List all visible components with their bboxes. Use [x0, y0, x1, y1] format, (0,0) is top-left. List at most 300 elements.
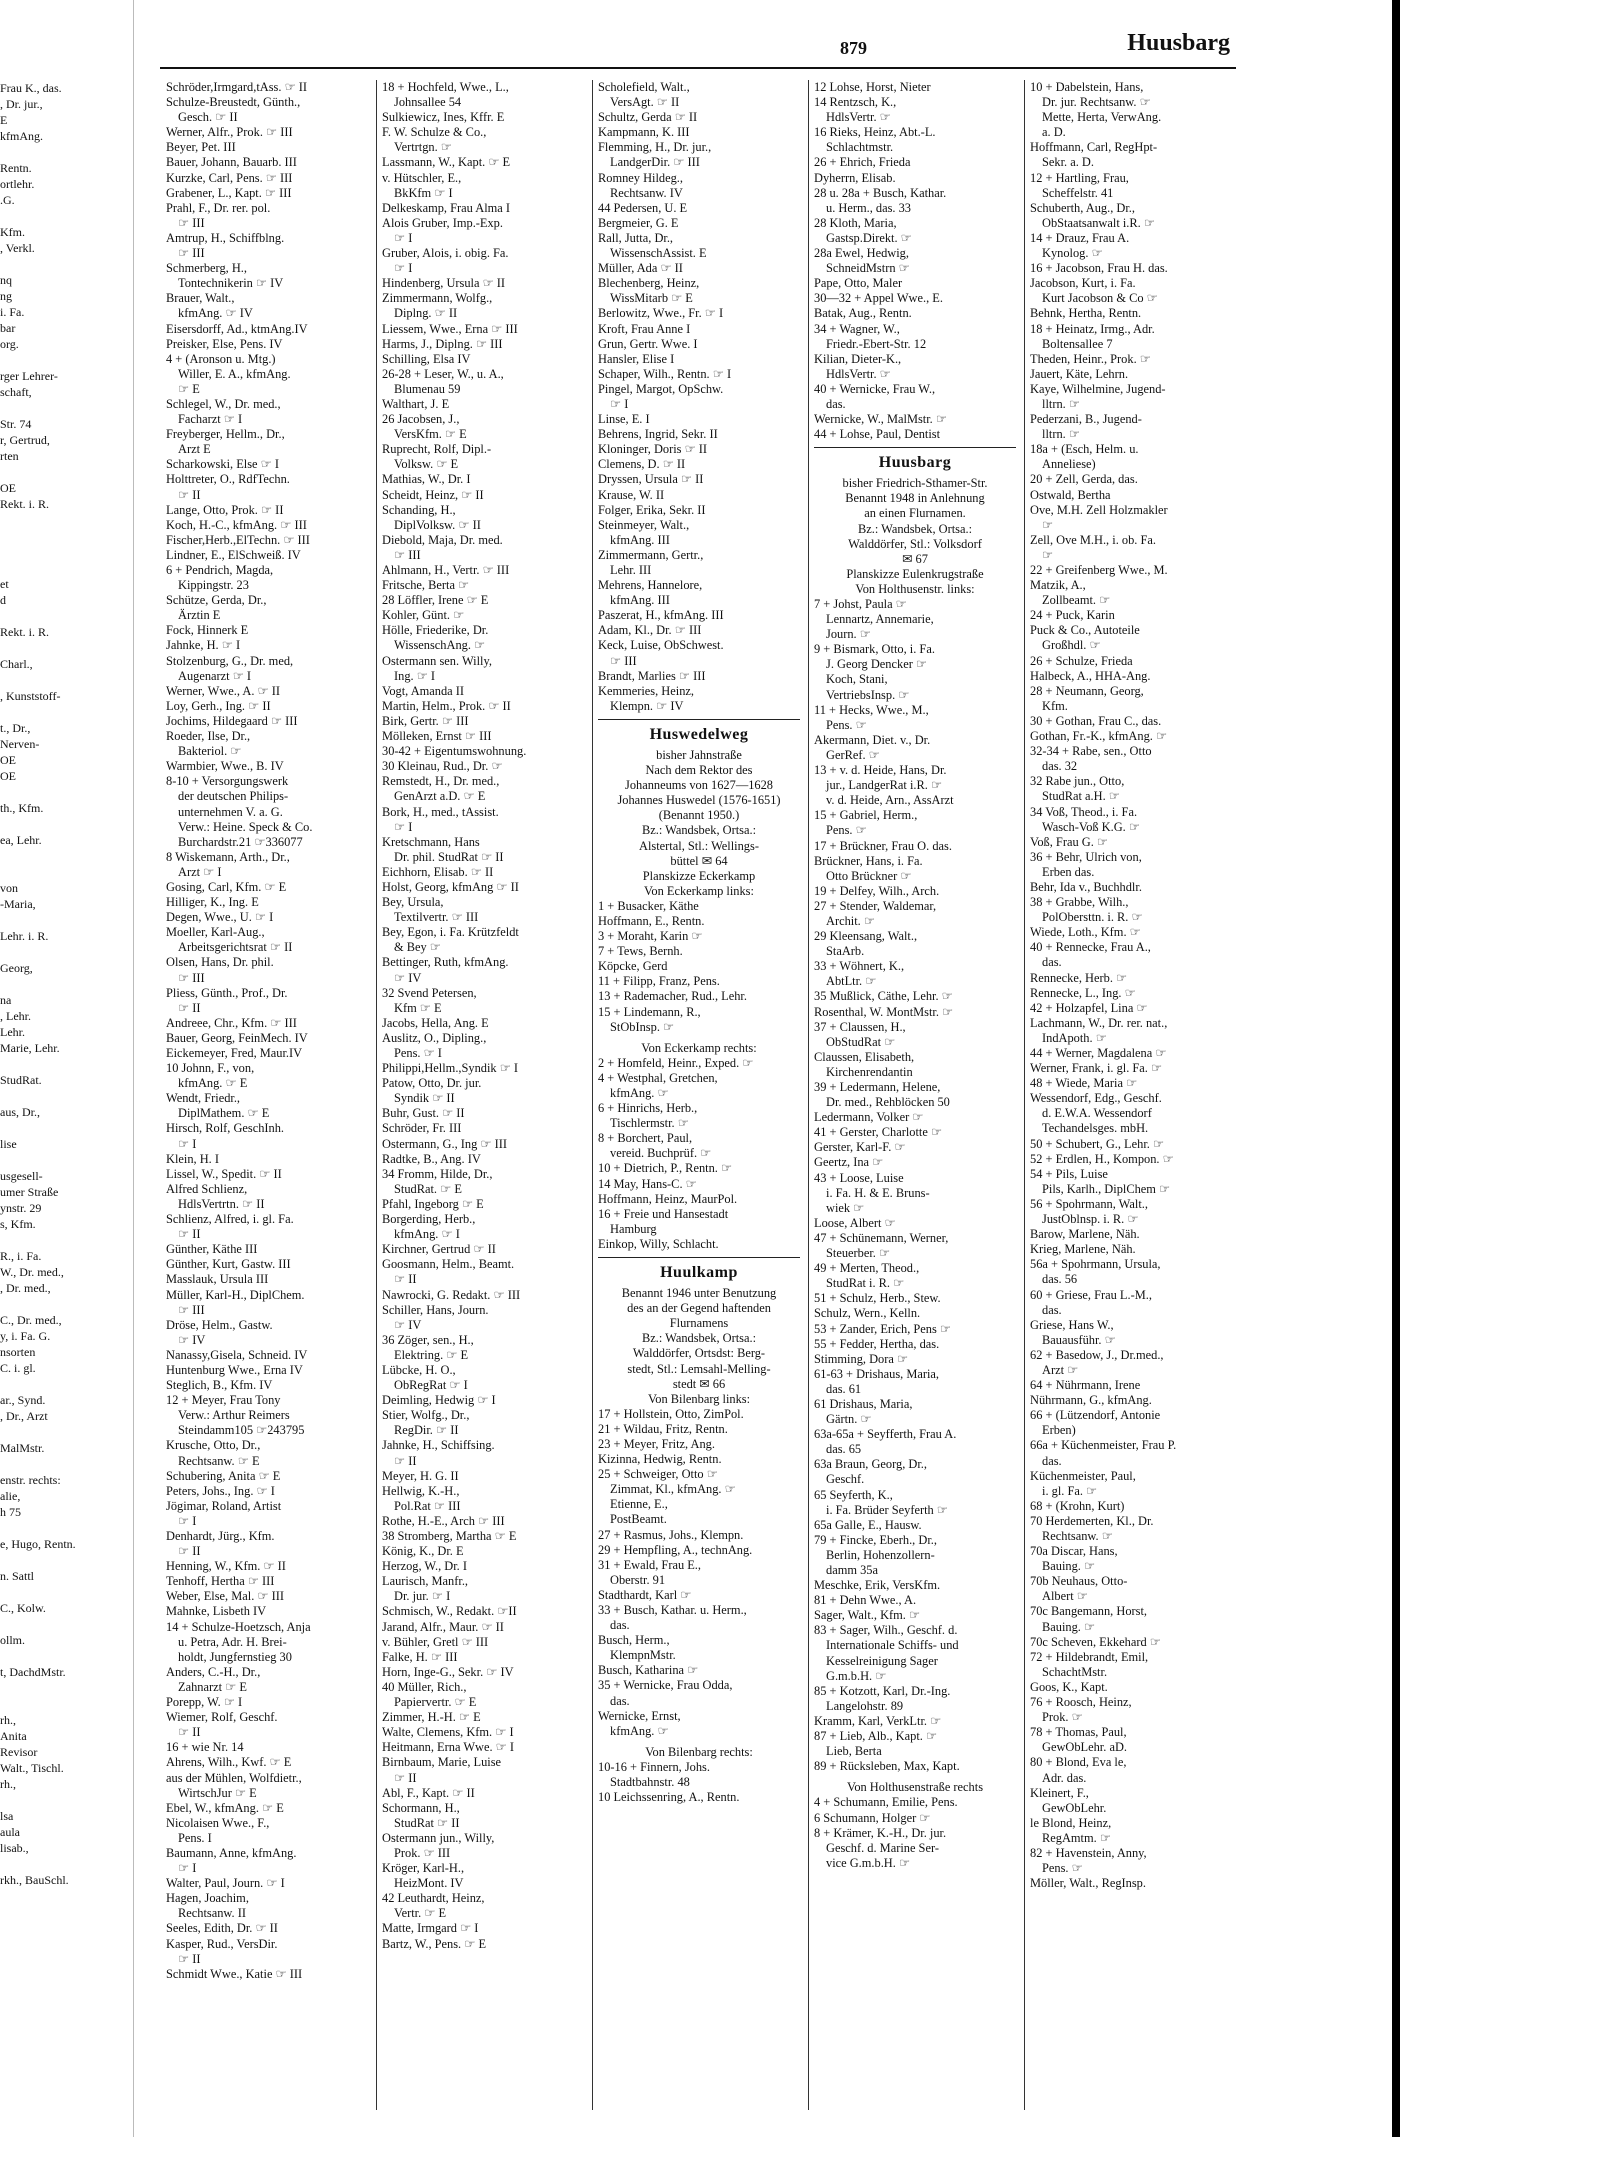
- directory-entry: 34 Fromm, Hilde, Dr.,: [382, 1166, 493, 1181]
- prev-page-line: W., Dr. med.,: [0, 1265, 64, 1279]
- header-rule: [160, 67, 1236, 69]
- section-rule: [598, 1257, 800, 1258]
- prev-page-line: C. i. gl.: [0, 1361, 36, 1375]
- directory-entry: Otto Brückner ☞: [826, 868, 912, 883]
- directory-entry: Dröse, Helm., Gastw.: [166, 1317, 273, 1332]
- directory-entry: Ing. ☞ I: [394, 668, 436, 683]
- directory-entry: Blechenberg, Heinz,: [598, 276, 700, 291]
- prev-page-line: Lehr.: [0, 1025, 25, 1039]
- directory-entry: Kurt Jacobson & Co ☞: [1042, 291, 1158, 306]
- directory-entry: Schilling, Elsa IV: [382, 351, 471, 366]
- directory-entry: Harms, J., Diplng. ☞ III: [382, 336, 503, 351]
- directory-entry: Folger, Erika, Sekr. II: [598, 502, 706, 517]
- directory-entry: 27 + Stender, Waldemar,: [814, 898, 937, 913]
- prev-page-line: Anita: [0, 1729, 27, 1743]
- directory-entry: Kretschmann, Hans: [382, 834, 480, 849]
- directory-entry: Kippingstr. 23: [178, 578, 249, 593]
- directory-entry: das.: [610, 1693, 630, 1708]
- directory-entry: WissenschAng. ☞: [394, 638, 486, 653]
- directory-entry: 70 Herdemerten, Kl., Dr.: [1030, 1513, 1154, 1528]
- prev-page-line: [0, 1856, 128, 1872]
- directory-entry: Rechtsanw. II: [178, 1906, 247, 1921]
- section-note: Von Eckerkamp links:: [644, 883, 754, 898]
- directory-entry: Puck & Co., Autoteile: [1030, 623, 1140, 638]
- section-note: Alstertal, Stl.: Wellings-: [639, 838, 759, 853]
- directory-entry: ☞ I: [178, 1513, 197, 1528]
- directory-entry: 35 + Wernicke, Frau Odda,: [598, 1678, 733, 1693]
- prev-page-line: enstr. rechts:: [0, 1473, 61, 1487]
- directory-entry: Horn, Inge-G., Sekr. ☞ IV: [382, 1664, 514, 1679]
- directory-entry: ☞ I: [394, 819, 413, 834]
- directory-entry: 3 + Moraht, Karin ☞: [598, 929, 703, 944]
- directory-entry: Kirchner, Gertrud ☞ II: [382, 1242, 496, 1257]
- section-note: Bz.: Wandsbek, Ortsa.:: [857, 521, 973, 536]
- prev-page-line: [0, 464, 128, 480]
- directory-entry: kfmAng. ☞ IV: [178, 306, 253, 321]
- prev-page-line: , Dr. jur.,: [0, 97, 43, 111]
- directory-entry: lltrn. ☞: [1042, 427, 1080, 442]
- directory-entry: Matzik, A.,: [1030, 578, 1086, 593]
- directory-entry: Ebel, W., kfmAng. ☞ E: [166, 1800, 284, 1815]
- directory-entry: Koch, Stani,: [826, 672, 888, 687]
- directory-entry: 53 + Zander, Erich, Pens ☞: [814, 1321, 951, 1336]
- directory-entry: 61 Drishaus, Maria,: [814, 1396, 913, 1411]
- directory-entry: Eisersdorff, Ad., ktmAng.IV: [166, 321, 308, 336]
- prev-page-line: [0, 1088, 128, 1104]
- column-divider: [592, 80, 593, 2110]
- section-note: Planskizze Eulenkrugstraße: [846, 566, 984, 581]
- directory-entry: ☞ II: [178, 1725, 201, 1740]
- prev-page-line: R., i. Fa.: [0, 1249, 42, 1263]
- directory-entry: Pederzani, B., Jugend-: [1030, 412, 1142, 427]
- directory-entry: Kesselreinigung Sager: [826, 1653, 938, 1668]
- prev-page-line: [0, 912, 128, 928]
- prev-page-line: Georg,: [0, 961, 33, 975]
- street-heading: Huusbarg: [878, 454, 952, 472]
- prev-page-line: bar: [0, 321, 16, 335]
- directory-entry: ☞ III: [394, 547, 421, 562]
- prev-page-line: [0, 352, 128, 368]
- directory-entry: das.: [1042, 1302, 1062, 1317]
- prev-page-line: , Kunststoff-: [0, 689, 61, 703]
- directory-entry: Kemmeries, Heinz,: [598, 683, 694, 698]
- directory-entry: Bauing. ☞: [1042, 1559, 1096, 1574]
- directory-entry: WirtschJur ☞ E: [178, 1785, 257, 1800]
- prev-page-line: schaft,: [0, 385, 32, 399]
- prev-page-line: -Maria,: [0, 897, 36, 911]
- directory-entry: Krause, W. II: [598, 487, 665, 502]
- directory-entry: Oberstr. 91: [610, 1572, 666, 1587]
- prev-page-line: [0, 944, 128, 960]
- directory-entry: Baumann, Anne, kfmAng.: [166, 1845, 297, 1860]
- directory-entry: Werner, Alfr., Prok. ☞ III: [166, 125, 293, 140]
- directory-entry: Rechtsanw. IV: [610, 185, 683, 200]
- directory-entry: damm 35a: [826, 1563, 878, 1577]
- directory-entry: Koch, H.-C., kfmAng. ☞ III: [166, 517, 307, 532]
- directory-entry: Blumenau 59: [394, 381, 461, 396]
- directory-entry: Buhr, Gust. ☞ II: [382, 1106, 465, 1121]
- column-divider: [376, 80, 377, 2110]
- directory-entry: Hoffmann, E., Rentn.: [598, 913, 705, 928]
- section-note: Bz.: Wandsbek, Ortsa.:: [641, 1331, 757, 1346]
- directory-entry: Werner, Frank, i. gl. Fa. ☞: [1030, 1061, 1163, 1076]
- directory-entry: 40 Müller, Rich.,: [382, 1679, 467, 1694]
- directory-entry: PolObersttn. i. R. ☞: [1042, 910, 1143, 925]
- prev-page-line: StudRat.: [0, 1073, 42, 1087]
- street-heading: Huulkamp: [660, 1264, 738, 1282]
- directory-entry: Einkop, Willy, Schlacht.: [598, 1236, 719, 1251]
- directory-entry: Scheffelstr. 41: [1042, 185, 1114, 200]
- directory-entry: Rennecke, L., Ing. ☞: [1030, 985, 1136, 1000]
- directory-entry: 78 + Thomas, Paul,: [1030, 1725, 1127, 1740]
- directory-entry: 8-10 + Versorgungswerk: [166, 774, 289, 789]
- directory-entry: Wiede, Loth., Kfm. ☞: [1030, 925, 1141, 940]
- directory-entry: Jacobs, Hella, Ang. E: [382, 1015, 489, 1030]
- directory-entry: Zell, Ove M.H., i. ob. Fa.: [1030, 532, 1156, 547]
- directory-entry: Boltensallee 7: [1042, 336, 1113, 351]
- page-header: [160, 30, 1230, 60]
- directory-entry: GewObLehr.: [1042, 1800, 1107, 1815]
- directory-entry: kfmAng. III: [610, 593, 670, 608]
- directory-entry: Heitmann, Erna Wwe. ☞ I: [382, 1740, 514, 1755]
- prev-page-line: Revisor: [0, 1745, 38, 1759]
- directory-entry: das. 61: [826, 1381, 862, 1396]
- prev-page-line: [0, 400, 128, 416]
- directory-entry: Henning, W., Kfm. ☞ II: [166, 1559, 286, 1574]
- section-note: (Benannt 1950.): [658, 808, 740, 823]
- prev-page-line: na: [0, 993, 12, 1007]
- directory-entry: Schröder, Fr. III: [382, 1121, 462, 1136]
- directory-entry: 21 + Wildau, Fritz, Rentn.: [598, 1421, 728, 1436]
- directory-entry: Dyherrn, Elisab.: [814, 170, 896, 185]
- directory-entry: ☞ IV: [394, 1317, 422, 1332]
- directory-entry: Kroft, Frau Anne I: [598, 321, 691, 336]
- prev-page-line: org.: [0, 337, 19, 351]
- directory-entry: Hansler, Elise I: [598, 351, 675, 366]
- directory-entry: Ruprecht, Rolf, Dipl.-: [382, 442, 492, 457]
- directory-entry: 83 + Sager, Wilh., Geschf. d.: [814, 1623, 958, 1638]
- directory-entry: 70c Scheven, Ekkehard ☞: [1030, 1634, 1161, 1649]
- directory-entry: 15 + Lindemann, R.,: [598, 1004, 701, 1019]
- directory-entry: Volksw. ☞ E: [394, 457, 459, 472]
- directory-entry: Pens. ☞: [1042, 1861, 1083, 1876]
- directory-entry: Pens. ☞: [826, 823, 867, 838]
- directory-entry: Meschke, Erik, VersKfm.: [814, 1578, 941, 1593]
- prev-page-line: aus, Dr.,: [0, 1105, 40, 1119]
- directory-entry: Halbeck, A., HHA-Ang.: [1030, 668, 1151, 683]
- directory-entry: Herzog, W., Dr. I: [382, 1559, 467, 1574]
- directory-entry: Schuberth, Aug., Dr.,: [1030, 200, 1135, 215]
- directory-entry: 26-28 + Leser, W., u. A.,: [382, 366, 504, 381]
- prev-page-line: [0, 1296, 128, 1312]
- directory-entry: 26 + Schulze, Frieda: [1030, 653, 1133, 668]
- directory-entry: Olsen, Hans, Dr. phil.: [166, 955, 274, 970]
- page-gutter: [133, 0, 134, 2137]
- directory-entry: das. 65: [826, 1442, 862, 1457]
- directory-entry: 32 Svend Petersen,: [382, 985, 477, 1000]
- directory-entry: 26 Jacobsen, J.,: [382, 412, 460, 427]
- prev-page-line: n. Sattl: [0, 1569, 35, 1583]
- directory-entry: Pens. I: [178, 1830, 212, 1845]
- section-rule: [598, 719, 800, 720]
- directory-entry: 4 + Schumann, Emilie, Pens.: [814, 1795, 958, 1810]
- directory-entry: Hoffmann, Carl, RegHpt-: [1030, 140, 1158, 155]
- directory-entry: 44 + Lohse, Paul, Dentist: [814, 427, 941, 442]
- prev-page-line: [0, 864, 128, 880]
- directory-entry: Kurzke, Carl, Pens. ☞ III: [166, 170, 293, 185]
- directory-entry: AbtLtr. ☞: [826, 974, 877, 989]
- prev-page-line: [0, 1520, 128, 1536]
- prev-page-line: ea, Lehr.: [0, 833, 42, 847]
- directory-entry: Prahl, F., Dr. rer. pol.: [166, 200, 271, 215]
- directory-entry: Lehr. III: [610, 563, 652, 577]
- directory-entry: Nanassy,Gisela, Schneid. IV: [166, 1347, 308, 1362]
- directory-entry: Steuerber. ☞: [826, 1246, 891, 1261]
- directory-entry: Ove, M.H. Zell Holzmakler: [1030, 502, 1168, 517]
- prev-page-line: Rekt. i. R.: [0, 497, 50, 511]
- prev-page-line: , Lehr.: [0, 1009, 31, 1023]
- directory-entry: Geertz, Ina ☞: [814, 1155, 884, 1170]
- directory-entry: Arzt E: [178, 442, 211, 457]
- directory-entry: Facharzt ☞ I: [178, 412, 243, 427]
- directory-entry: Lieb, Berta: [826, 1744, 882, 1759]
- directory-entry: Deimling, Hedwig ☞ I: [382, 1393, 496, 1408]
- directory-entry: Schanding, H.,: [382, 502, 456, 517]
- prev-page-line: von: [0, 881, 18, 895]
- prev-page-line: et: [0, 577, 9, 591]
- directory-entry: StaArb.: [826, 944, 865, 959]
- directory-entry: 54 + Pils, Luise: [1030, 1166, 1108, 1181]
- directory-entry: 12 + Meyer, Frau Tony: [166, 1393, 281, 1408]
- directory-entry: 15 + Gabriel, Herm.,: [814, 808, 918, 823]
- directory-entry: 29 + Hempfling, A., technAng.: [598, 1542, 753, 1557]
- directory-entry: Krusche, Otto, Dr.,: [166, 1438, 261, 1453]
- directory-entry: Geschf. d. Marine Ser-: [826, 1840, 939, 1855]
- prev-page-line: kfmAng.: [0, 129, 43, 143]
- directory-entry: GerRef. ☞: [826, 747, 880, 762]
- directory-entry: Degen, Wwe., U. ☞ I: [166, 910, 274, 925]
- directory-entry: Ostwald, Bertha: [1030, 487, 1111, 502]
- directory-entry: Mette, Herta, VerwAng.: [1042, 110, 1162, 125]
- directory-entry: das. 56: [1042, 1272, 1078, 1287]
- prev-page-line: Rekt. i. R.: [0, 625, 50, 639]
- directory-entry: Porepp, W. ☞ I: [166, 1695, 243, 1710]
- directory-entry: ☞ III: [178, 246, 205, 261]
- directory-entry: DiplVolksw. ☞ II: [394, 517, 481, 532]
- directory-entry: Batak, Aug., Rentn.: [814, 306, 912, 321]
- directory-entry: 38 + Grabbe, Wilh.,: [1030, 895, 1129, 910]
- directory-entry: 44 Pedersen, U. E: [598, 200, 688, 215]
- directory-entry: Stier, Wolfg., Dr.,: [382, 1408, 470, 1423]
- directory-entry: 89 + Rücksleben, Max, Kapt.: [814, 1759, 960, 1774]
- directory-entry: Rechtsanw. ☞: [1042, 1529, 1113, 1543]
- directory-entry: Paszerat, H., kfmAng. III: [598, 608, 724, 623]
- directory-entry: Hamburg: [610, 1221, 657, 1236]
- directory-entry: 18 + Hochfeld, Wwe., L.,: [382, 80, 509, 94]
- directory-entry: IndApoth. ☞: [1042, 1030, 1107, 1045]
- prev-page-line: C., Dr. med.,: [0, 1313, 62, 1327]
- directory-entry: Gastsp.Direkt. ☞: [826, 230, 912, 245]
- directory-entry: 12 + Hartling, Frau,: [1030, 170, 1129, 185]
- directory-entry: Berlowitz, Wwe., Fr. ☞ I: [598, 306, 724, 321]
- prev-page-line: [0, 1056, 128, 1072]
- section-rule: [814, 447, 1016, 448]
- directory-entry: Wasch-Voß K.G. ☞: [1042, 819, 1140, 834]
- directory-entry: ☞ I: [394, 261, 413, 276]
- directory-entry: 10 + Dabelstein, Hans,: [1030, 80, 1144, 94]
- directory-entry: kfmAng. ☞ E: [178, 1076, 248, 1091]
- directory-entry: Alfred Schlienz,: [166, 1181, 248, 1196]
- directory-entry: Bey, Ursula,: [382, 895, 444, 910]
- directory-entry: 28 Löffler, Irene ☞ E: [382, 593, 489, 608]
- directory-entry: Linse, E. I: [598, 412, 650, 427]
- directory-entry: 32-34 + Rabe, sen., Otto: [1030, 744, 1152, 759]
- directory-entry: Sekr. a. D.: [1042, 155, 1094, 170]
- directory-entry: Adr. das.: [1042, 1770, 1087, 1785]
- prev-page-line: [0, 256, 128, 272]
- prev-page-line: [0, 1552, 128, 1568]
- prev-page-line: lisab.,: [0, 1841, 29, 1855]
- directory-entry: Warmbier, Wwe., B. IV: [166, 759, 284, 774]
- directory-entry: 16 + wie Nr. 14: [166, 1740, 244, 1755]
- directory-entry: Nührmann, G., kfmAng.: [1030, 1393, 1152, 1408]
- directory-entry: DiplMathem. ☞ E: [178, 1106, 270, 1121]
- directory-entry: Schulz, Wern., Kelln.: [814, 1306, 921, 1321]
- directory-entry: SchachtMstr.: [1042, 1664, 1108, 1679]
- directory-entry: 12 Lohse, Horst, Nieter: [814, 80, 931, 94]
- directory-entry: & Bey ☞: [394, 940, 441, 955]
- directory-entry: Ostermann jun., Willy,: [382, 1830, 495, 1845]
- directory-entry: 63a-65a + Seyfferth, Frau A.: [814, 1427, 957, 1442]
- directory-entry: das.: [1042, 955, 1062, 970]
- directory-entry: vice G.m.b.H. ☞: [826, 1855, 911, 1870]
- directory-entry: Hellwig, K.-H.,: [382, 1483, 460, 1498]
- directory-entry: Martin, Helm., Prok. ☞ II: [382, 698, 511, 713]
- directory-entry: Jahnke, H., Schiffsing.: [382, 1438, 495, 1453]
- directory-entry: 82 + Havenstein, Anny,: [1030, 1845, 1147, 1860]
- directory-entry: ObRegRat ☞ I: [394, 1378, 468, 1393]
- directory-entry: 42 + Holzapfel, Lina ☞: [1030, 1000, 1148, 1015]
- directory-entry: Eickemeyer, Fred, Maur.IV: [166, 1046, 303, 1060]
- directory-entry: Ostermann, G., Ing ☞ III: [382, 1136, 508, 1151]
- prev-page-line: [0, 1696, 128, 1712]
- directory-entry: 28 Kloth, Maria,: [814, 215, 897, 230]
- directory-entry: Pens. ☞ I: [394, 1046, 442, 1060]
- directory-entry: 38 Stromberg, Martha ☞ E: [382, 1529, 517, 1543]
- directory-entry: Birnbaum, Marie, Luise: [382, 1755, 502, 1770]
- directory-entry: Diebold, Maja, Dr. med.: [382, 532, 503, 547]
- directory-entry: Rall, Jutta, Dr.,: [598, 230, 674, 245]
- directory-entry: Matte, Irmgard ☞ I: [382, 1921, 479, 1936]
- directory-column-2: [382, 80, 584, 2110]
- prev-page-line: [0, 208, 128, 224]
- directory-entry: Berlin, Hohenzollern-: [826, 1547, 935, 1562]
- directory-entry: Erben das.: [1042, 864, 1095, 879]
- directory-entry: ☞ I: [178, 1136, 197, 1151]
- directory-entry: 55 + Fedder, Hertha, das.: [814, 1336, 940, 1351]
- page-number: 879: [840, 38, 867, 58]
- directory-entry: 31 + Ewald, Frau E.,: [598, 1557, 701, 1572]
- running-head: Huusbarg: [1127, 30, 1230, 56]
- directory-entry: holdt, Jungfernstieg 30: [178, 1649, 292, 1664]
- directory-entry: 56 + Spohrmann, Walt.,: [1030, 1196, 1148, 1211]
- directory-entry: ☞ I: [394, 230, 413, 245]
- prev-page-line: [0, 1456, 128, 1472]
- prev-page-line: ynstr. 29: [0, 1201, 42, 1215]
- prev-page-line: [0, 1648, 128, 1664]
- directory-entry: Fock, Hinnerk E: [166, 623, 249, 638]
- directory-entry: BkKfm ☞ I: [394, 185, 453, 200]
- prev-page-line: , Dr. med.,: [0, 1281, 51, 1295]
- directory-entry: Vertrtgn. ☞: [394, 140, 452, 155]
- directory-entry: ☞ E: [178, 381, 200, 396]
- directory-entry: kfmAng. III: [610, 532, 670, 547]
- directory-entry: 56a + Spohrmann, Ursula,: [1030, 1257, 1161, 1272]
- directory-entry: 65a Galle, E., Hausw.: [814, 1517, 922, 1532]
- directory-entry: Goosmann, Helm., Beamt.: [382, 1257, 515, 1272]
- prev-page-line: s, Kfm.: [0, 1217, 36, 1231]
- directory-entry: Diplng. ☞ II: [394, 306, 458, 321]
- prev-page-line: Nerven-: [0, 737, 40, 751]
- prev-page-line: [0, 784, 128, 800]
- directory-entry: Schormann, H.,: [382, 1800, 460, 1815]
- directory-entry: Techandelsges. mbH.: [1042, 1121, 1149, 1136]
- directory-entry: Kfm.: [1042, 698, 1068, 713]
- directory-entry: Beyer, Pet. III: [166, 140, 236, 155]
- prev-page-line: h 75: [0, 1505, 21, 1519]
- directory-entry: HeizMont. IV: [394, 1876, 464, 1891]
- prev-page-line: Rentn.: [0, 161, 32, 175]
- directory-entry: 7 + Tews, Bernh.: [598, 944, 683, 959]
- directory-entry: 14 + Drauz, Frau A.: [1030, 230, 1130, 245]
- directory-entry: Verw.: Arthur Reimers: [178, 1408, 290, 1423]
- directory-entry: Dr. phil. StudRat ☞ II: [394, 849, 504, 864]
- directory-entry: Keck, Luise, ObSchwest.: [598, 638, 724, 653]
- directory-entry: LandgerDir. ☞ III: [610, 155, 700, 170]
- directory-entry: aus der Mühlen, Wolfdietr.,: [166, 1770, 302, 1785]
- directory-entry: 79 + Fincke, Eberh., Dr.,: [814, 1532, 937, 1547]
- directory-entry: Behr, Ida v., Buchhdlr.: [1030, 879, 1142, 894]
- directory-entry: Wendt, Friedr.,: [166, 1091, 241, 1106]
- directory-entry: Bauing. ☞: [1042, 1619, 1096, 1634]
- directory-entry: Nawrocki, G. Redakt. ☞ III: [382, 1287, 521, 1302]
- directory-entry: Dr. med., Rehblöcken 50: [826, 1095, 950, 1110]
- directory-entry: i. gl. Fa. ☞: [1042, 1483, 1098, 1498]
- directory-entry: Mahnke, Lisbeth IV: [166, 1604, 267, 1619]
- directory-entry: ☞ III: [178, 215, 205, 230]
- directory-entry: Zimmat, Kl., kfmAng. ☞: [610, 1482, 736, 1497]
- directory-entry: kfmAng. ☞: [610, 1723, 669, 1738]
- directory-entry: das. 32: [1042, 759, 1078, 774]
- directory-entry: 16 Rieks, Heinz, Abt.-L.: [814, 125, 936, 140]
- directory-entry: 28a Ewel, Hedwig,: [814, 246, 909, 261]
- directory-column-3: [598, 80, 800, 2110]
- directory-entry: Rechtsanw. ☞ E: [178, 1453, 260, 1468]
- directory-entry: 25 + Schweiger, Otto ☞: [598, 1467, 718, 1482]
- directory-entry: 36 Zöger, sen., H.,: [382, 1332, 474, 1347]
- prev-page-line: umer Straße: [0, 1185, 59, 1199]
- directory-entry: StudRat ☞ II: [394, 1815, 460, 1830]
- directory-entry: 16 + Freie und Hansestadt: [598, 1206, 729, 1221]
- directory-entry: Arzt ☞ I: [178, 864, 222, 879]
- prev-page-line: [0, 1376, 128, 1392]
- directory-entry: 29 Kleensang, Walt.,: [814, 929, 918, 944]
- directory-entry: 28 + Neumann, Georg,: [1030, 683, 1144, 698]
- directory-entry: Stadtbahnstr. 48: [610, 1775, 690, 1790]
- directory-entry: 51 + Schulz, Herb., Stew.: [814, 1291, 941, 1306]
- directory-entry: 14 May, Hans-C. ☞: [598, 1176, 697, 1191]
- prev-page-line: rkh., BauSchl.: [0, 1873, 69, 1887]
